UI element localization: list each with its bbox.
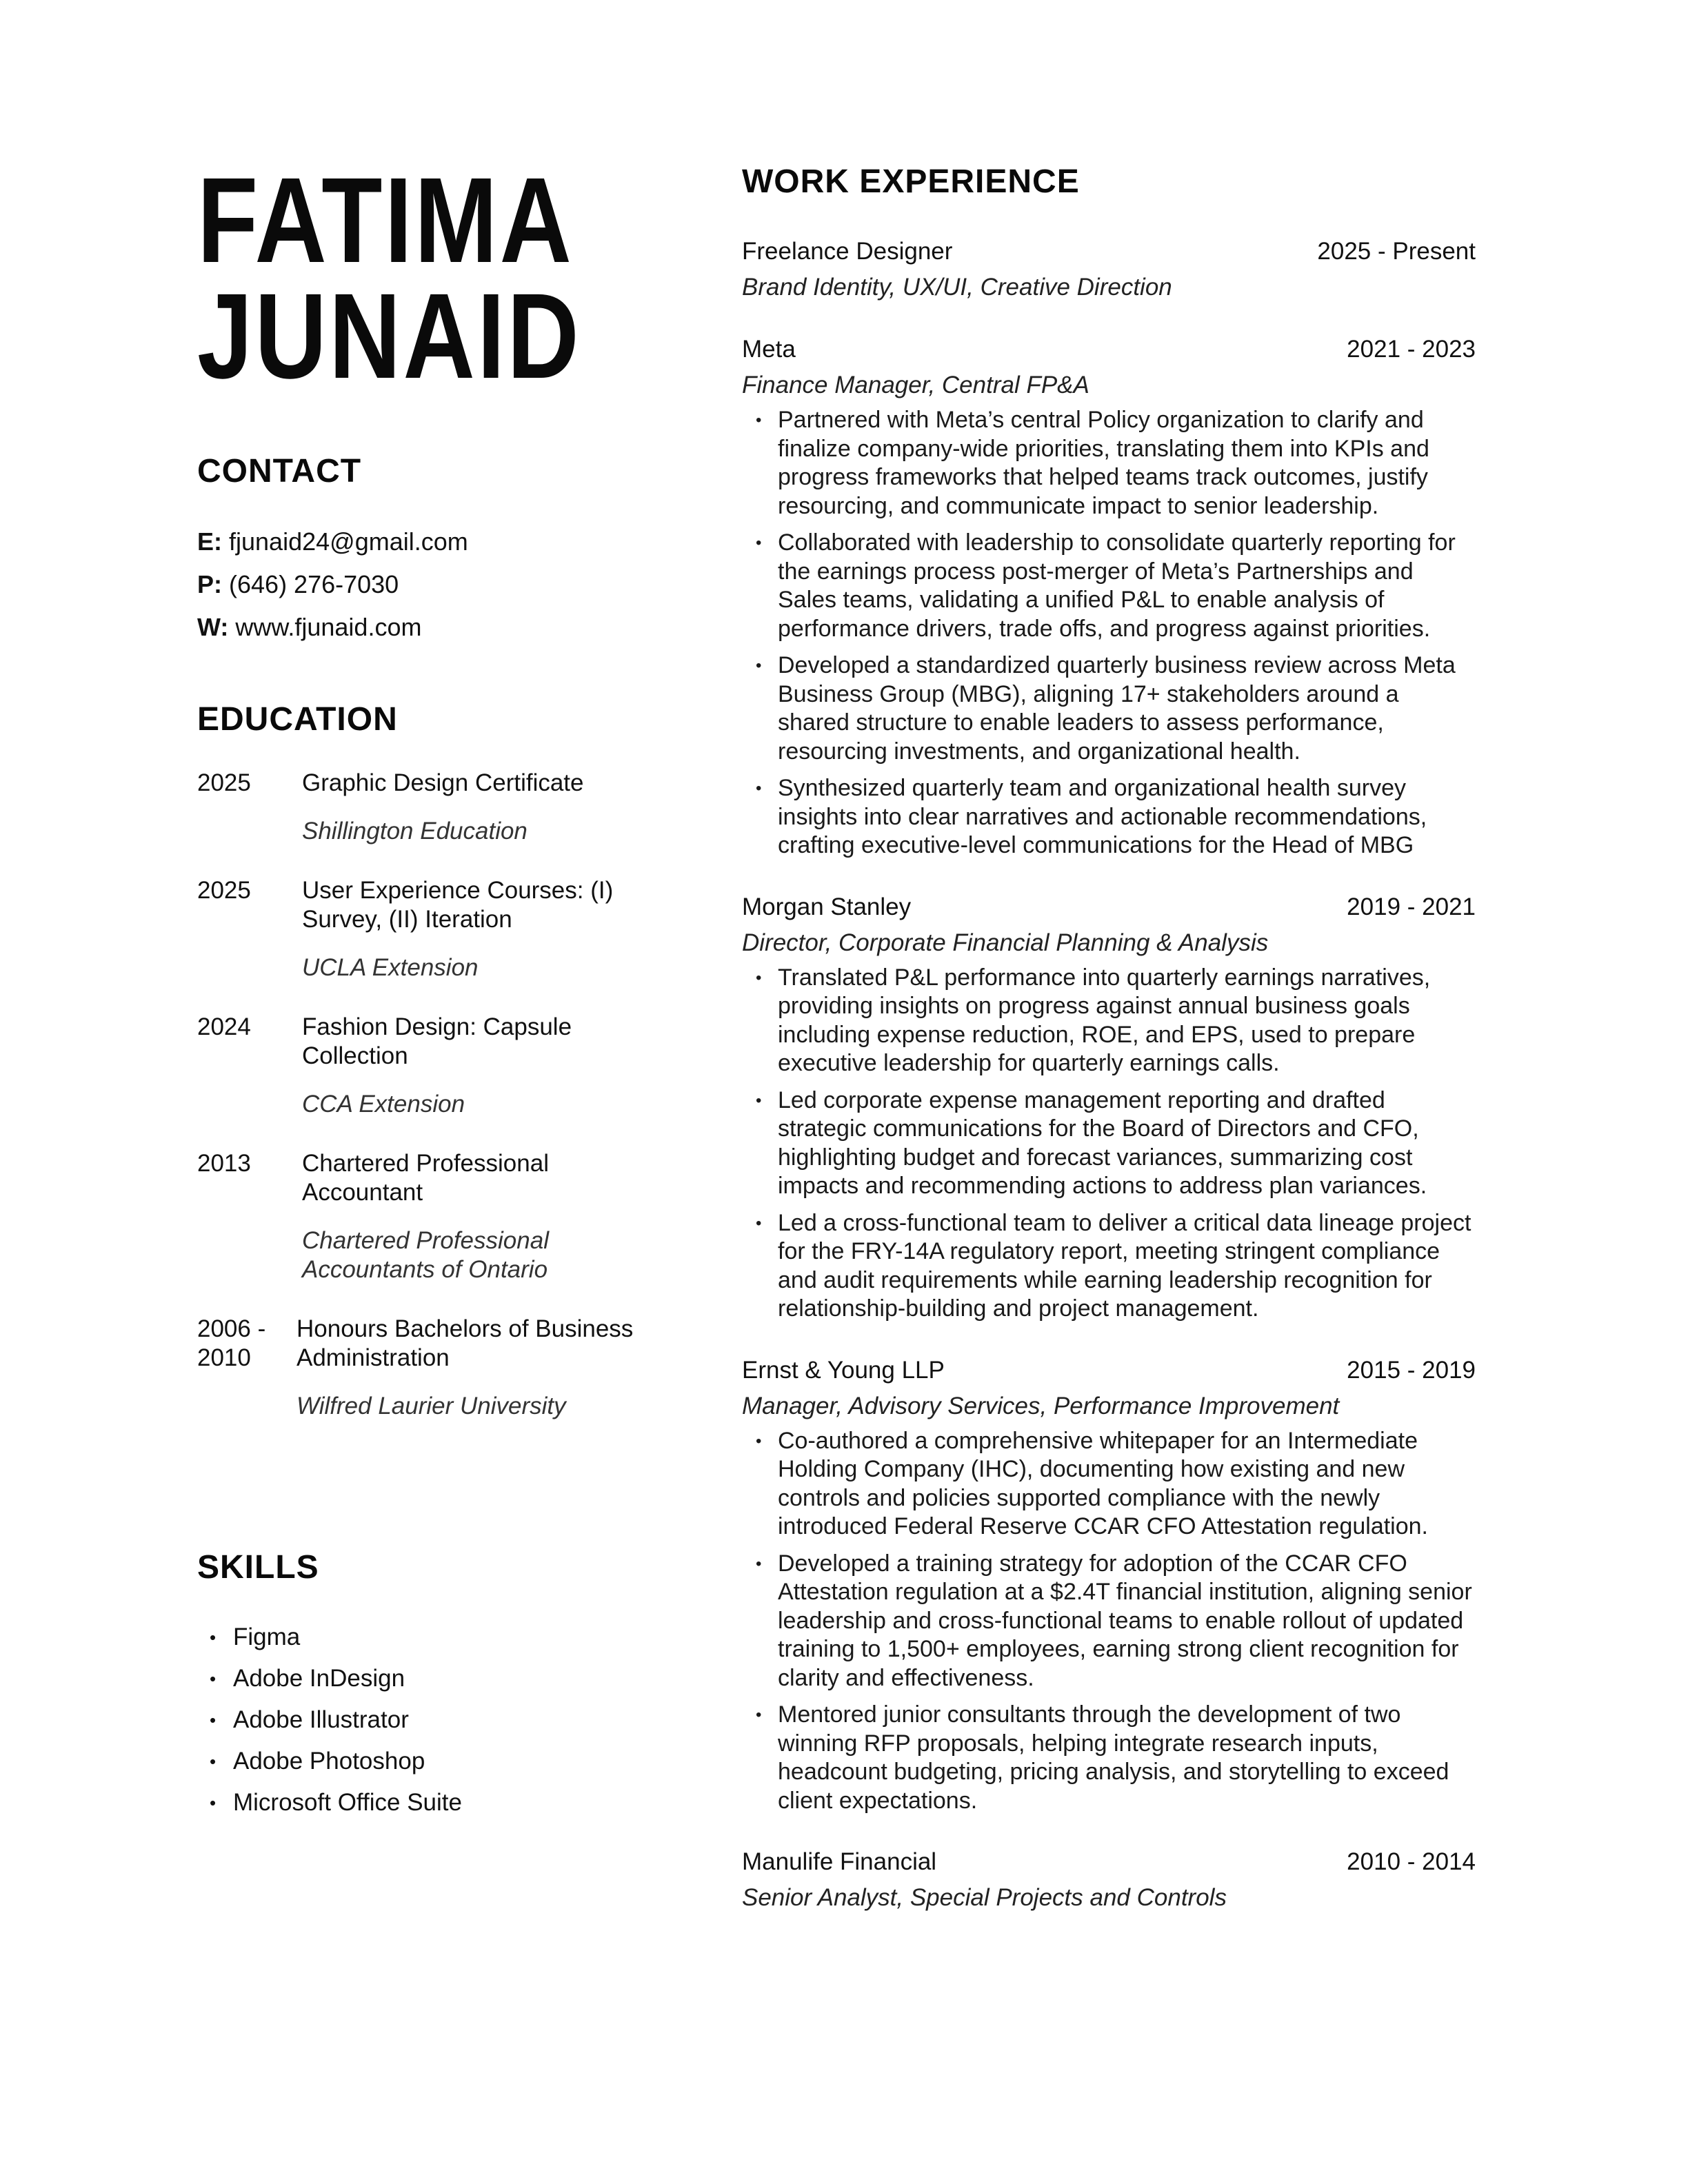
education-item — [197, 769, 639, 846]
education-year: 2025 — [197, 877, 251, 904]
education-list — [197, 769, 639, 1421]
job-company: Manulife Financial — [742, 1848, 937, 1875]
job-bullet: • Led a cross-functional team to deliver a critical data lineage project for the FRY-14A regulatory report, meeting stringent compliance and audit requirements while earning leadership recognition for relationship-building and project management. — [742, 1209, 1476, 1324]
job-company: Meta — [742, 336, 796, 363]
education-year: 2013 — [197, 1150, 251, 1177]
job-bullet: • Collaborated with leadership to consolidate quarterly reporting for the earnings process post-merger of Meta’s Partnerships and Sales teams, validating a unified P&L to enable analysis of performance drivers, trade offs, and progress against priorities. — [742, 529, 1476, 643]
education-heading: EDUCATION — [197, 701, 398, 738]
job-role: Manager, Advisory Services, Performance Improvement — [742, 1392, 1340, 1419]
job-role: Director, Corporate Financial Planning & Analysis — [742, 929, 1269, 956]
education-section — [197, 700, 639, 1451]
job-entry — [742, 236, 1476, 303]
skill-item: • Adobe Photoshop — [197, 1741, 462, 1782]
job-bullet: • Co-authored a comprehensive whitepaper for an Intermediate Holding Company (IHC), documenting how existing and new controls and policies supported compliance with the newly introduced Federal Reserve CCAR CFO Attestation regulation. — [742, 1427, 1476, 1541]
contact-label: E: — [197, 527, 222, 556]
skill-item: • Microsoft Office Suite — [197, 1782, 462, 1823]
education-school: Chartered Professional Accountants of Ontario — [302, 1227, 549, 1283]
contact-heading: CONTACT — [197, 453, 362, 489]
candidate-name — [197, 153, 581, 404]
job-company: Freelance Designer — [742, 238, 953, 265]
education-title: Graphic Design Certificate — [302, 769, 584, 796]
phone-value[interactable]: (646) 276-7030 — [229, 570, 399, 598]
contact-email — [197, 520, 468, 563]
education-title: User Experience Courses: (I) Survey, (II) Iteration — [302, 877, 614, 933]
education-school: Shillington Education — [302, 818, 528, 845]
job-entry — [742, 1355, 1476, 1816]
education-title: Honours Bachelors of Business Administration — [297, 1315, 634, 1371]
contact-phone — [197, 563, 468, 606]
job-entry — [742, 1847, 1476, 1913]
job-bullet: • Developed a training strategy for adoption of the CCAR CFO Attestation regulation at a $2.4T financial institution, aligning senior leadership and cross-functional teams to enable rollout of updated training to 1,500+ employees, earning strong client recognition for clarity and effectiveness. — [742, 1550, 1476, 1693]
job-bullet: • Developed a standardized quarterly business review across Meta Business Group (MBG), aligning 17+ stakeholders around a shared structure to enable leaders to assess performance, resourcing investments, and organizational health. — [742, 651, 1476, 766]
right-column — [742, 163, 1476, 1945]
job-bullet: • Synthesized quarterly team and organizational health survey insights into clear narratives and actionable recommendations, crafting executive-level communications for the Head of MBG — [742, 774, 1476, 860]
job-dates: 2015 - 2019 — [1347, 1356, 1476, 1384]
job-entry — [742, 334, 1476, 860]
skills-section — [197, 1548, 462, 1823]
education-title: Chartered Professional Accountant — [302, 1150, 549, 1206]
left-column — [197, 153, 639, 1816]
job-dates: 2021 - 2023 — [1347, 336, 1476, 363]
job-bullet: • Translated P&L performance into quarterly earnings narratives, providing insights on progress against annual business goals including expense reduction, ROE, and EPS, used to prepare executive leadership for quarterly earnings calls. — [742, 964, 1476, 1078]
education-school: CCA Extension — [302, 1091, 465, 1118]
contact-label: W: — [197, 613, 229, 641]
education-item — [197, 1013, 639, 1119]
job-bullet: • Partnered with Meta’s central Policy organization to clarify and finalize company-wide priorities, translating them into KPIs and progress frameworks that helped teams track outcomes, justify resourcing, and communicate impact to senior leadership. — [742, 406, 1476, 520]
job-role: Senior Analyst, Special Projects and Controls — [742, 1884, 1227, 1911]
education-year: 2006 - 2010 — [197, 1315, 266, 1371]
job-bullets — [742, 1427, 1476, 1816]
job-role: Finance Manager, Central FP&A — [742, 372, 1089, 398]
job-dates: 2010 - 2014 — [1347, 1848, 1476, 1875]
skill-item: • Adobe InDesign — [197, 1658, 462, 1699]
contact-website — [197, 606, 468, 649]
job-dates: 2019 - 2021 — [1347, 893, 1476, 920]
education-year: 2025 — [197, 769, 251, 796]
job-role: Brand Identity, UX/UI, Creative Direction — [742, 274, 1172, 301]
job-bullet: • Mentored junior consultants through the development of two winning RFP proposals, helping integrate research inputs, headcount budgeting, pricing analysis, and storytelling to exceed client expectations. — [742, 1701, 1476, 1815]
education-item — [197, 1149, 639, 1284]
first-name: FATIMA — [197, 153, 574, 288]
education-item — [197, 876, 639, 982]
education-school: UCLA Extension — [302, 954, 479, 981]
job-bullets — [742, 406, 1476, 860]
skill-item: • Adobe Illustrator — [197, 1699, 462, 1741]
education-item — [197, 1315, 639, 1421]
job-entry — [742, 892, 1476, 1324]
job-company: Morgan Stanley — [742, 893, 912, 920]
job-dates: 2025 - Present — [1317, 238, 1476, 265]
email-value[interactable]: fjunaid24@gmail.com — [229, 527, 468, 556]
skills-heading: SKILLS — [197, 1549, 319, 1586]
education-school: Wilfred Laurier University — [297, 1393, 566, 1419]
job-bullets — [742, 964, 1476, 1324]
work-list — [742, 236, 1476, 1913]
job-bullet: • Led corporate expense management reporting and drafted strategic communications for the Board of Directors and CFO, highlighting budget and forecast variances, summarizing cost impacts and recommending actions to address plan variances. — [742, 1086, 1476, 1201]
website-value[interactable]: www.fjunaid.com — [235, 613, 422, 641]
skills-list — [197, 1617, 462, 1823]
contact-section — [197, 452, 468, 649]
contact-list — [197, 520, 468, 649]
job-company: Ernst & Young LLP — [742, 1356, 945, 1384]
education-year: 2024 — [197, 1013, 251, 1040]
last-name: JUNAID — [197, 269, 581, 404]
work-experience-heading: WORK EXPERIENCE — [742, 163, 1080, 200]
education-title: Fashion Design: Capsule Collection — [302, 1013, 572, 1069]
contact-label: P: — [197, 570, 222, 598]
skill-item: • Figma — [197, 1617, 462, 1658]
